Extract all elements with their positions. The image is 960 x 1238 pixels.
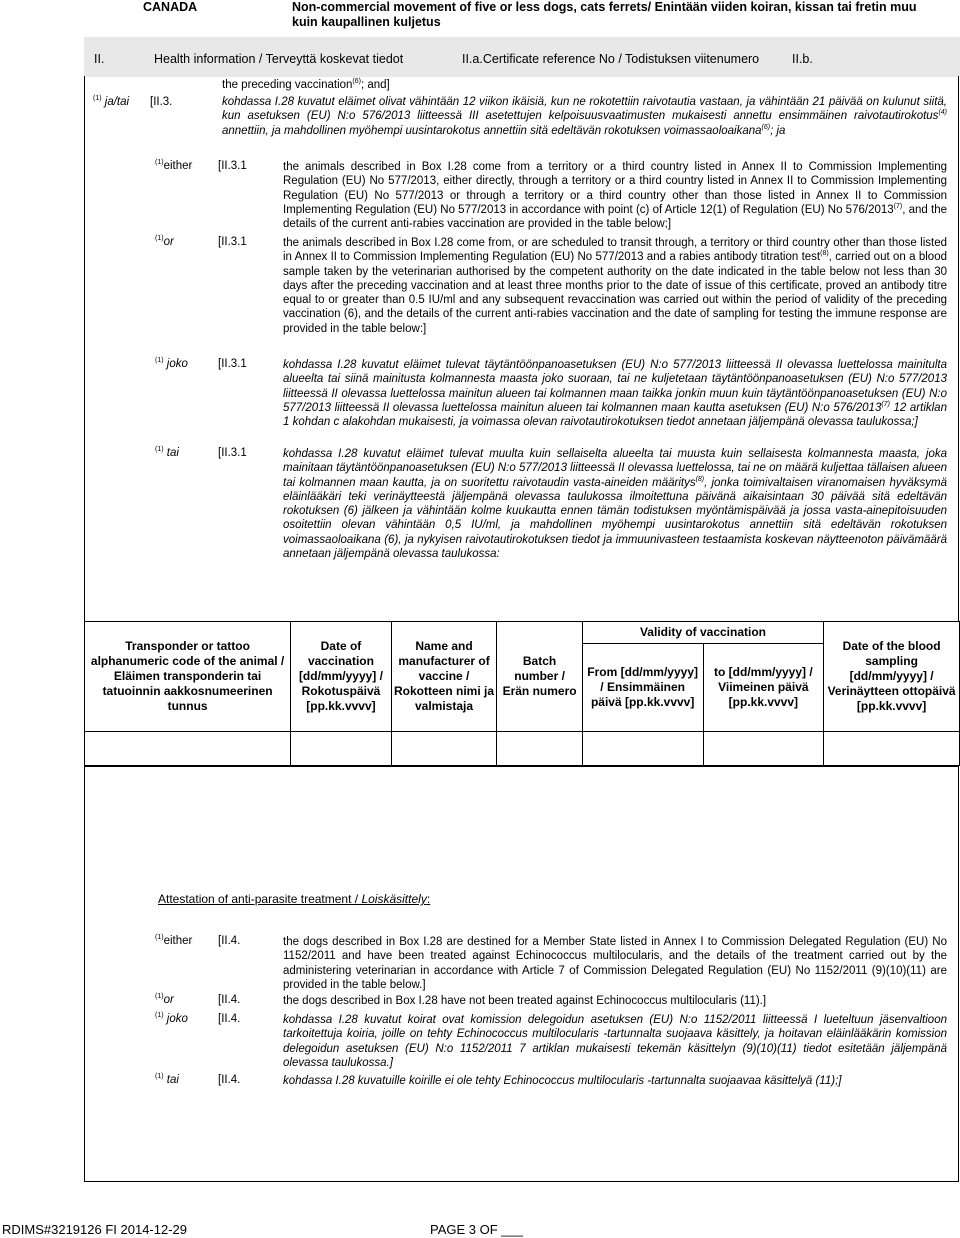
- parasite-joko-ref: [II.4.: [218, 1013, 241, 1025]
- clause-joko-marker: $^{(1)}$ joko: [155, 357, 188, 370]
- parasite-or-text: the dogs described in Box I.28 have not been treated against Echinococcus multilocularis (11).]: [283, 995, 767, 1007]
- header-title: Non-commercial movement of five or less dogs, cats ferrets/ Enintään viiden koiran, kissan tai fretin muu kuin kaupallinen kuljetus: [292, 0, 917, 29]
- table-cell[interactable]: [703, 732, 824, 766]
- col-vaccination-date: Date of vaccination [dd/mm/yyyy] / Rokotuspäivä [pp.kk.vvvv]: [291, 622, 392, 732]
- col-validity-from: From [dd/mm/yyyy] / Ensimmäinen päivä [pp.kk.vvvv]: [582, 644, 703, 732]
- parasite-or-ref: [II.4.: [218, 994, 241, 1006]
- section-number: II.: [94, 52, 105, 66]
- ja-tai-fi-text: kohdassa I.28 kuvatut eläimet olivat vähintään 12 viikon ikäisiä, kun ne rokotettiin raivotautia vastaan, ja vähintään 21 päivää on kulunut siitä, kun asetuksen (EU) N:o 576/2013 liitteessä III asetettujen kelpoisuusvaatimusten mukaisesti annettu ensimmäinen raivotautirokotus$^{(4)}$ annettiin, ja mahdollinen myöhempi uusintarokotus annettiin sitä edeltävän rokotuksen voimassaoloaikana$^{(6)}$; ja: [222, 96, 947, 137]
- clause-tai-ref: [II.3.1: [218, 447, 247, 459]
- vaccination-table: [84, 621, 960, 766]
- footer-page-number: PAGE 3 OF ___: [430, 1222, 523, 1237]
- parasite-tai-text: kohdassa I.28 kuvatuille koirille ei ole tehty Echinococcus multilocularis -tartunnalta suojaavaa käsittelyä (11);]: [283, 1075, 842, 1087]
- col-validity-to: to [dd/mm/yyyy] / Viimeinen päivä [pp.kk.vvvv]: [703, 644, 824, 732]
- col-transponder: Transponder or tattoo alphanumeric code of the animal / Eläimen transponderin tai tatuoinnin aakkosnumeerinen tunnus: [85, 622, 291, 732]
- clause-either-text: the animals described in Box I.28 come from a territory or a third country listed in Annex II to Commission Implementing Regulation (EU) No 577/2013, either directly, through a territory or a third country listed in Annex II to Commission Implementing Regulation (EU) No 577/2013 or through a territory or a third country other than those listed in Annex II to Commission Implementing Regulation (EU) No 577/2013 in accordance with point (c) of Article 12(1) of Regulation (EU) No 576/2013$^{(7)}$, and the details of the current anti-rabies vaccination are provided in the table below;]: [283, 161, 947, 231]
- table-cell[interactable]: [497, 732, 582, 766]
- col-validity: Validity of vaccination: [582, 622, 823, 644]
- clause-or-text: the animals described in Box I.28 come from, or are scheduled to transit through, a territory or third country other than those listed in Annex II to Commission Implementing Regulation (EU) No 577/2013 and a rabies antibody titration test$^{(8)}$, carried out on a blood sample taken by the veterinarian authorised by the competent authority on the date indicated in the table below not less than 30 days after the preceding vaccination and at least three months prior to the date of issue of this certificate, proved an antibody titre equal to or greater than 0.5 IU/ml and any subsequent revaccination was carried out within the period of validity of the preceding vaccination (6), and the details of the current anti-rabies vaccination and the date of sampling for testing the immune response are provided in the table below:]: [283, 237, 947, 335]
- health-info-label: Health information / Terveyttä koskevat tiedot: [154, 52, 404, 66]
- clause-either-marker: $^{(1)}$either: [155, 159, 193, 172]
- clause-ref: [II.3.: [150, 96, 173, 108]
- section-iib-label: II.b.: [792, 52, 813, 66]
- table-cell[interactable]: [824, 732, 960, 766]
- parasite-either-text: the dogs described in Box I.28 are destined for a Member State listed in Annex I to Commission Delegated Regulation (EU) No 1152/2011 and have been treated against Echinococcus multilocularis, and the details of the treatment carried out by the administering veterinarian in accordance with Article 7 of Commission Delegated Regulation (EU) No 1152/2011 (9)(10)(11) are provided in the table below.]: [283, 936, 947, 991]
- parasite-joko-marker: $^{(1)}$ joko: [155, 1012, 188, 1025]
- certificate-reference-label: II.a.Certificate reference No / Todistuksen viitenumero: [462, 52, 760, 66]
- clause-or-marker: $^{(1)}$or: [155, 235, 174, 248]
- header-country: CANADA: [143, 0, 198, 14]
- clause-or-ref: [II.3.1: [218, 236, 247, 248]
- footer-doc-id: RDIMS#3219126 FI 2014-12-29: [2, 1222, 188, 1237]
- parasite-tai-ref: [II.4.: [218, 1074, 241, 1086]
- table-cell[interactable]: [85, 732, 291, 766]
- preceding-vaccination-text: the preceding vaccination$^{(6)}$; and]: [222, 78, 390, 91]
- clause-joko-ref: [II.3.1: [218, 358, 247, 370]
- table-cell[interactable]: [291, 732, 392, 766]
- clause-joko-text: kohdassa I.28 kuvatut eläimet tulevat täytäntöönpanoasetuksen (EU) N:o 577/2013 liitteessä II olevassa luettelossa mainitulta alueelta tai siinä mainitusta kolmannesta maasta joko suoraan, tai ne kuljetetaan täytäntöönpanoasetuksen (EU) N:o 577/2013 liitteessä II olevassa luettelossa mainitun alueen tai kolmannen maan taikka jonkin muun kuin täytäntöönpanoasetuksen (EU) N:o 577/2013 liitteessä II olevassa luettelossa mainitun alueen tai kolmannen maan kautta asetuksen (EU) N:o 576/2013$^{(7)}$ 12 artiklan 1 kohdan c alakohdan mukaisesti, ja voimassa olevan raivotautirokotuksen tiedot annetaan jäljempänä olevassa taulukossa;]: [283, 359, 947, 429]
- col-vaccine-name: Name and manufacturer of vaccine / Rokotteen nimi ja valmistaja: [391, 622, 497, 732]
- table-cell[interactable]: [582, 732, 703, 766]
- parasite-tai-marker: $^{(1)}$ tai: [155, 1073, 179, 1086]
- table-cell[interactable]: [391, 732, 497, 766]
- parasite-or-marker: $^{(1)}$or: [155, 993, 174, 1006]
- col-blood-sampling: Date of the blood sampling [dd/mm/yyyy] / Verinäytteen ottopäivä [pp.kk.vvvv]: [824, 622, 960, 732]
- parasite-either-marker: $^{(1)}$either: [155, 934, 193, 947]
- col-batch-number: Batch number / Erän numero: [497, 622, 582, 732]
- clause-marker: $^{(1)}$ ja/tai: [93, 95, 130, 108]
- clause-tai-marker: $^{(1)}$ tai: [155, 446, 179, 459]
- clause-either-ref: [II.3.1: [218, 160, 247, 172]
- parasite-either-ref: [II.4.: [218, 935, 241, 947]
- parasite-joko-text: kohdassa I.28 kuvatut koirat ovat komission delegoidun asetuksen (EU) N:o 1152/2011 liitteessä I lueteltuun jäsenvaltioon tarkoitettuja koiria, joille on tehty Echinococcus multilocularis -tartunnalta suojaava käsittely, ja hoitavan eläinlääkärin komission delegoidun asetuksen (EU) N:o 1152/2011 7 artiklan mukaisesti tekemän käsittelyn (9)(10)(11) tiedot esitetään jäljempänä olevassa taulukossa.]: [283, 1014, 947, 1069]
- parasite-heading: Attestation of anti-parasite treatment / Loiskäsittely:: [158, 892, 431, 906]
- section-header-bar: [84, 37, 960, 77]
- clause-tai-text: kohdassa I.28 kuvatut eläimet tulevat muulta kuin sellaiselta alueelta tai muusta kuin sellaisesta kolmannesta maasta, joka mainitaan täytäntöönpanoasetuksen (EU) N:o 577/2013 liitteessä II olevassa luettelossa, tai ne on määrä kuljettaa tällaisen alueen tai kolmannen maan kautta, ja on suoritettu raivotaudin vasta-aineiden määritys$^{(8)}$, jonka toimivaltaisen viranomaisen hyväksymä eläinlääkäri teki verinäytteestä jäljempänä olevassa taulukossa ilmoitettuna päivänä aikaisintaan 30 päivää sitä edeltävän rokotuksen (6) jälkeen ja vähintään kolme kuukautta ennen tämän todistuksen myöntämispäivää ja jossa vasta-ainepitoisuuden osoitettiin olevan vähintään 0,5 IU/ml, ja mahdollinen myöhempi uusintarokotus annettiin sitä edeltävän rokotuksen voimassaoloaikana (6), ja nykyisen raivotautirokotuksen tiedot ja immuunivasteen testaamista koskevan näytteenoton päivämäärä annetaan jäljempänä olevassa taulukossa:: [283, 448, 947, 561]
